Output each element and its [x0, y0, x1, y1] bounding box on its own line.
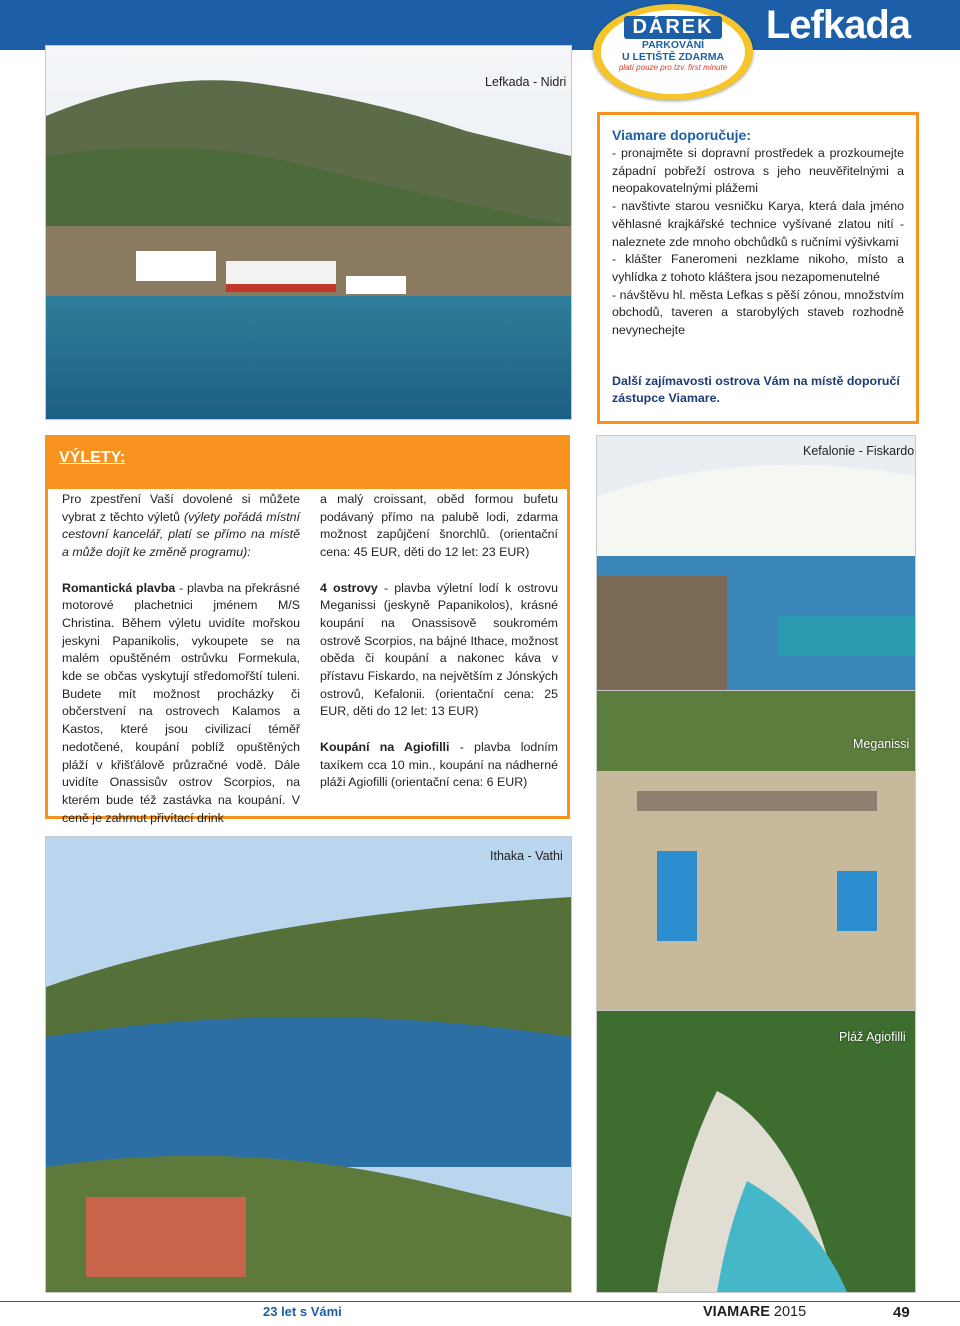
trip-islands-text: - plavba výletní lodí k ostrovu Meganissi (jeskyně Papanikolos), krásné koupání na Onassisově soukromém ostrově Scorpios, na bájné Ithace, možnost oběda či koupání a nakonec káva v přístavu Fiskardo, na největším z Jónských ostrovů, Kefalonii. (orientační cena: 25 EUR, děti do 12 let: 13 EUR)	[320, 580, 558, 719]
trips-intro-note: (výlety pořádá místní cestovní kancelář, platí se přímo na místě a může dojít ke změně programu):	[62, 509, 300, 560]
footer-rule	[0, 1301, 960, 1302]
trips-col-right	[320, 491, 558, 792]
trips-box	[45, 489, 570, 825]
footer-year: 2015	[773, 1304, 807, 1320]
agiofilli-photo-illustration	[597, 1011, 915, 1292]
recommendation-item: - navštivte starou vesničku Karya, která dala jméno věhlasné krajkářské technice vyšívané zlatou nití - naleznete zde mnoho obchůdků s ručními výšivkami	[612, 199, 904, 249]
recommendation-item: - klášter Faneromeni nezklame nikoho, místo a vyhlídka z tohoto kláštera jsou nezapomenutelné	[612, 252, 904, 284]
kefalonie-photo-illustration	[597, 436, 915, 691]
page-number: 49	[893, 1304, 910, 1321]
badge-title: DÁREK	[624, 16, 721, 39]
photo-kefalonie	[596, 435, 916, 692]
badge-line4: platí pouze pro tzv. first minute	[618, 63, 728, 72]
trip-romantic-title: Romantická plavba	[62, 580, 176, 595]
trip-romantic-cont: a malý croissant, oběd formou bufetu podávaný přímo na palubě lodi, zdarma možnost zapůjčení šnorchlů. (orientační cena: 45 EUR, děti do 12 let: 23 EUR)	[320, 492, 558, 560]
footer-slogan: 23 let s Vámi	[263, 1304, 342, 1319]
photo-lefkada-nidri	[45, 45, 572, 420]
trip-islands-title: 4 ostrovy	[320, 580, 378, 595]
trips-heading: VÝLETY:	[59, 449, 126, 466]
page-title: Lefkada	[765, 3, 910, 47]
trips-col-left	[62, 491, 300, 827]
recommendation-item: - návštěvu hl. města Lefkas s pěší zónou, množstvím obchodů, taveren a starobylých staveb rozhodně nevynechejte	[612, 287, 904, 338]
recommendation-item: - pronajměte si dopravní prostředek a prozkoumejte západní pobřeží ostrova s jeho neuvěřitelnými a neopakovatelnými plážemi	[612, 146, 904, 196]
recommendation-box	[597, 112, 919, 424]
harbor-photo-illustration	[46, 46, 571, 419]
trips-header-bar	[45, 435, 570, 489]
caption-kefalonie: Kefalonie - Fiskardo	[803, 444, 915, 458]
recommendation-list	[612, 145, 904, 340]
caption-agiofilli: Pláž Agiofilli	[839, 1030, 906, 1044]
gift-badge	[593, 4, 753, 100]
trip-agio-title: Koupání na Agiofilli	[320, 739, 450, 754]
caption-ithaka: Ithaka - Vathi	[490, 849, 563, 863]
caption-meganissi: Meganissi	[853, 737, 910, 751]
trips-intro: Pro zpestření Vaší dovolené si můžete vybrat z těchto výletů	[62, 492, 300, 524]
trip-agio-text: - plavba lodním taxíkem cca 10 min., koupání na nádherné pláži Agiofilli (orientační cena: 6 EUR)	[320, 739, 558, 790]
recommendation-heading: Viamare doporučuje:	[612, 127, 752, 143]
recommendation-footer: Další zajímavosti ostrova Vám na místě doporučí zástupce Viamare.	[612, 374, 900, 405]
footer-brand	[703, 1304, 806, 1320]
badge-line2: PARKOVÁNÍ	[641, 39, 705, 51]
ithaka-photo-illustration	[46, 837, 571, 1292]
photo-ithaka	[45, 836, 572, 1293]
trip-romantic-text: - plavba na překrásné motorové plachetnici jménem M/S Christina. Během výletu uvidíte mořskou jeskyni Papanikolis, vykoupete se na malém opuštěném ostrůvku Formekula, kde se občas vyskytují středomořští tuleni. Budete mít možnost procházky či občerstvení na ostrovech Kalamos a Kastos, které jsou civilizací téměř nedotčené, koupání poblíž opuštěných pláží v křišťálově průzračné vodě. Dále uvidíte Onassisův ostrov Scorpios, na kterém bude též zastávka na koupání. V ceně je zahrnut přivítací drink	[62, 580, 300, 825]
caption-lefkada-nidri: Lefkada - Nidri	[485, 75, 567, 89]
photo-agiofilli	[596, 1010, 916, 1293]
footer-brand-name: VIAMARE	[703, 1304, 770, 1320]
badge-line3: U LETIŠTĚ ZDARMA	[621, 51, 725, 63]
